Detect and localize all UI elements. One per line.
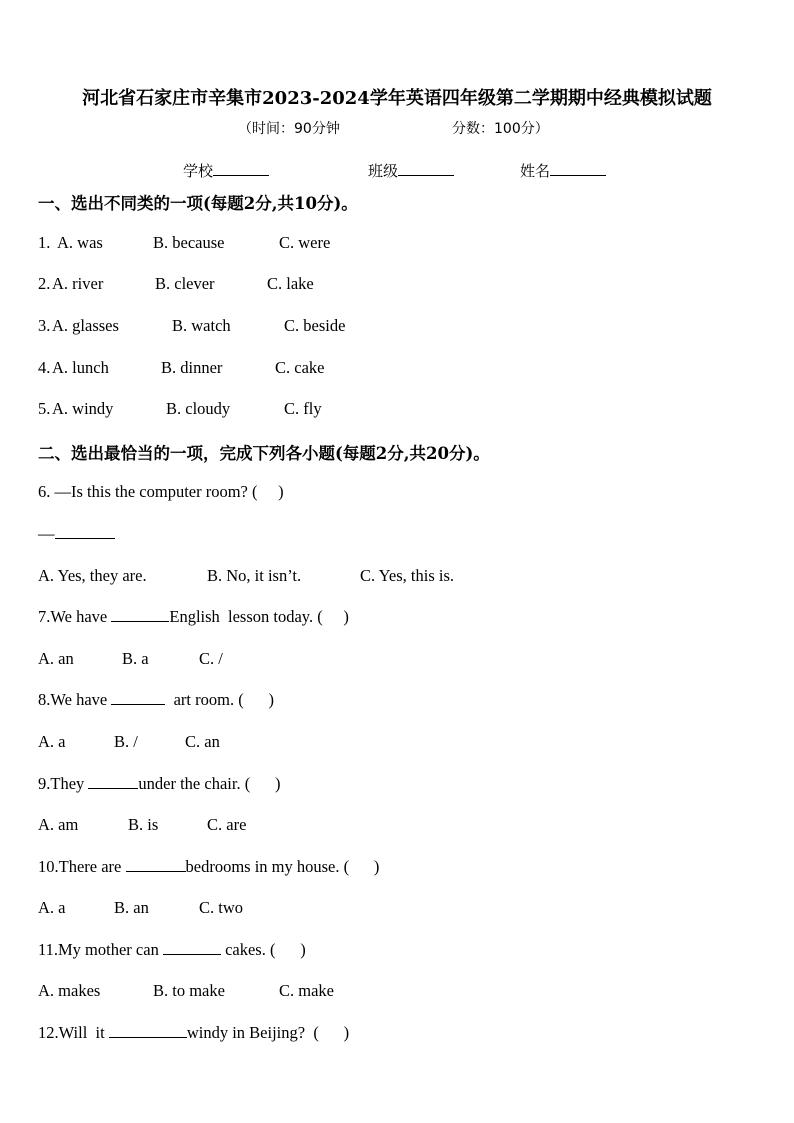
- stem-end: art room. ( ): [165, 690, 274, 709]
- question-6-option-c: C. Yes, this is.: [360, 566, 454, 585]
- option-b: B. dinner: [161, 358, 223, 377]
- class-label: 班级: [368, 164, 399, 180]
- answer-blank[interactable]: [163, 940, 221, 955]
- question-12-stem: [38, 1023, 349, 1043]
- exam-title: 河北省石家庄市辛集市2023-2024学年英语四年级第二学期期中经典模拟试题: [82, 88, 712, 109]
- option-b: B. cloudy: [166, 399, 231, 418]
- class-blank[interactable]: [398, 160, 454, 176]
- name-blank[interactable]: [550, 160, 606, 176]
- question-11-option-a: A. makes: [38, 981, 101, 1000]
- answer-blank[interactable]: [55, 524, 115, 539]
- question-6-option-b: B. No, it isn’t.: [207, 566, 302, 585]
- section-2-heading: 二、选出最恰当的一项，完成下列各小题(每题2分,共20分)。: [38, 444, 490, 463]
- option-c: C. beside: [284, 316, 346, 335]
- stem-end: cakes. ( ): [220, 940, 306, 959]
- question-number: 2.: [38, 274, 51, 293]
- question-number: 5.: [38, 399, 51, 418]
- option-a: A. glasses: [52, 316, 119, 335]
- stem-start: 8.We have: [38, 690, 112, 709]
- name-field: [520, 160, 606, 181]
- question-7-option-b: B. a: [122, 649, 149, 668]
- question-6-reply: [38, 524, 115, 544]
- option-c: C. cake: [275, 358, 325, 377]
- question-6-stem: 6. —Is this the computer room? ( ): [38, 482, 284, 501]
- dash: —: [38, 524, 55, 543]
- question-8-stem: [38, 690, 274, 710]
- question-10-stem: [38, 857, 379, 877]
- question-10-option-a: A. a: [38, 898, 66, 917]
- answer-blank[interactable]: [109, 1023, 187, 1038]
- option-b: B. watch: [172, 316, 231, 335]
- question-number: 3.: [38, 316, 51, 335]
- option-a: A. windy: [52, 399, 114, 418]
- question-number: 4.: [38, 358, 51, 377]
- stem-end: English lesson today. ( ): [169, 607, 349, 626]
- question-11-option-c: C. make: [279, 981, 334, 1000]
- option-a: A. was: [57, 233, 103, 252]
- stem-start: 12.Will it: [38, 1023, 109, 1042]
- question-8-option-b: B. /: [114, 732, 138, 751]
- option-c: C. fly: [284, 399, 322, 418]
- question-11-option-b: B. to make: [153, 981, 225, 1000]
- question-7-option-a: A. an: [38, 649, 74, 668]
- option-c: C. were: [279, 233, 331, 252]
- answer-blank[interactable]: [111, 607, 169, 622]
- question-10-option-b: B. an: [114, 898, 149, 917]
- school-blank[interactable]: [213, 160, 269, 176]
- answer-blank[interactable]: [111, 690, 165, 705]
- question-9-option-c: C. are: [207, 815, 247, 834]
- stem-start: 9.They: [38, 774, 89, 793]
- class-field: [368, 160, 454, 181]
- answer-blank[interactable]: [126, 857, 186, 872]
- score-note: 分数：100分）: [452, 121, 549, 137]
- question-10-option-c: C. two: [199, 898, 244, 917]
- option-a: A. lunch: [52, 358, 109, 377]
- stem-end: windy in Beijing? ( ): [186, 1023, 350, 1042]
- name-label: 姓名: [520, 164, 551, 180]
- option-c: C. lake: [267, 274, 314, 293]
- question-8-option-c: C. an: [185, 732, 220, 751]
- question-9-option-a: A. am: [38, 815, 79, 834]
- stem-end: bedrooms in my house. ( ): [185, 857, 380, 876]
- option-b: B. clever: [155, 274, 215, 293]
- school-label: 学校: [183, 164, 214, 180]
- stem-end: under the chair. ( ): [138, 774, 281, 793]
- section-1-heading: 一、选出不同类的一项(每题2分,共10分)。: [38, 194, 358, 213]
- question-9-option-b: B. is: [128, 815, 159, 834]
- stem-start: 7.We have: [38, 607, 112, 626]
- question-number: 1.: [38, 233, 55, 252]
- time-note: （时间：90分钟: [238, 121, 340, 137]
- option-a: A. river: [52, 274, 104, 293]
- option-b: B. because: [153, 233, 225, 252]
- stem-start: 10.There are: [38, 857, 126, 876]
- question-7-stem: [38, 607, 349, 627]
- question-9-stem: [38, 774, 280, 794]
- question-11-stem: [38, 940, 306, 960]
- question-6-option-a: A. Yes, they are.: [38, 566, 147, 585]
- question-7-option-c: C. /: [199, 649, 223, 668]
- stem-start: 11.My mother can: [38, 940, 163, 959]
- question-8-option-a: A. a: [38, 732, 66, 751]
- school-field: [183, 160, 269, 181]
- answer-blank[interactable]: [88, 774, 138, 789]
